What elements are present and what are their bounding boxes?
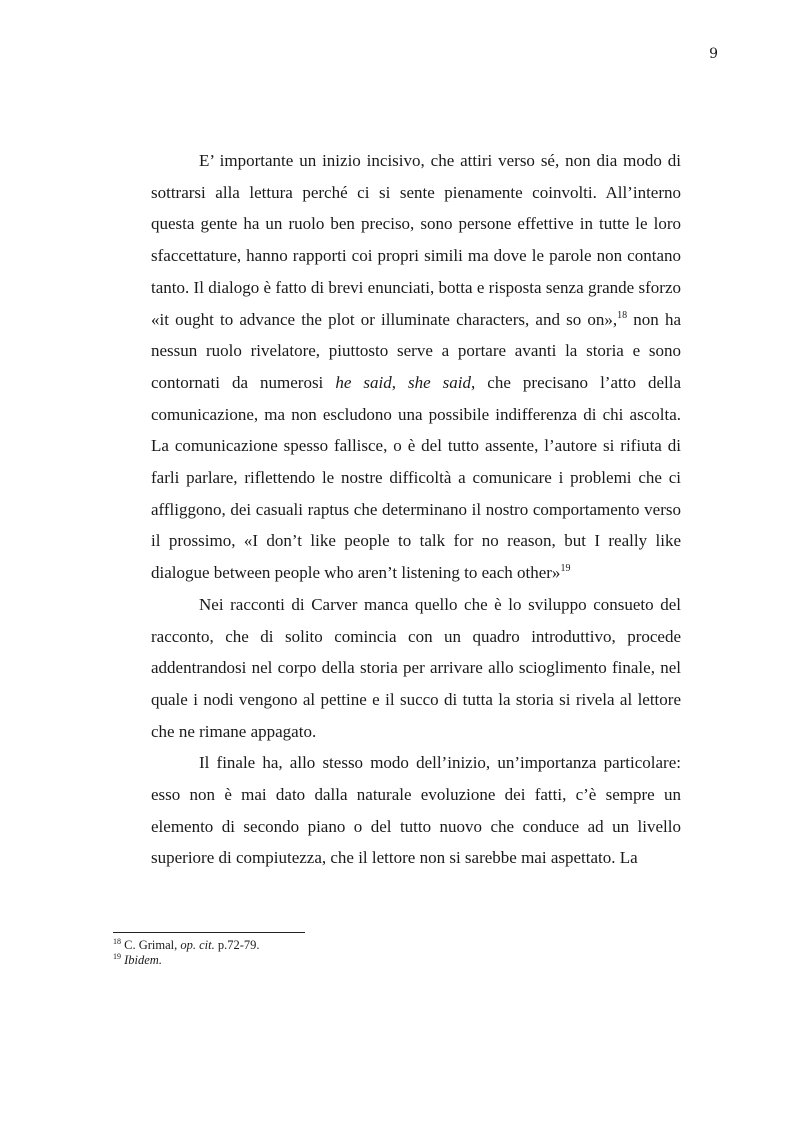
footnote-ref: 18 (617, 309, 628, 321)
footnotes (113, 938, 260, 968)
page-number: 9 (709, 46, 718, 62)
footnote-text: C. Grimal, (121, 938, 181, 952)
footnote-number: 19 (113, 952, 121, 961)
italic-text: he said (335, 372, 392, 392)
italic-text: she said (408, 372, 472, 392)
text-segment: Nei racconti di Carver manca quello che è lo sviluppo consueto del racconto, che di solito comincia con un quadro introduttivo, procede addentrandosi nel corpo della storia per arrivare allo scioglimento finale, nel quale i nodi vengono al pettine e il succo di tutta la storia si rivela al lettore che ne rimane appagato. (151, 594, 681, 741)
text-segment: , (391, 372, 408, 392)
footnote-divider (113, 932, 305, 933)
text-segment: non ha nessun ruolo rivelatore, piuttosto serve a portare avanti la storia e sono contornati da numerosi (151, 309, 681, 392)
footnote (113, 953, 260, 968)
body-text (151, 145, 681, 874)
text-segment: , che precisano l’atto della comunicazione, ma non escludono una possibile indifferenza di chi ascolta. La comunicazione spesso fallisce, o è del tutto assente, l’autore si rifiuta di farli parlare, riflettendo le nostre difficoltà a comunicare i problemi che ci affliggono, dei casuali raptus che determinano il nostro comportamento verso il prossimo, «I don’t like people to talk for no reason, but I really like dialogue between people who aren’t listening to each other» (151, 372, 682, 583)
paragraph (151, 589, 681, 748)
footnote-italic: Ibidem. (124, 953, 162, 967)
footnote (113, 938, 260, 953)
footnote-ref: 19 (560, 563, 571, 575)
footnote-number: 18 (113, 937, 121, 946)
footnote-italic: op. cit. (180, 938, 215, 952)
paragraph (151, 145, 681, 589)
paragraph (151, 747, 681, 874)
footnote-text: p.72-79. (214, 938, 260, 952)
text-segment: Il finale ha, allo stesso modo dell’inizio, un’importanza particolare: esso non è mai dato dalla naturale evoluzione dei fatti, c’è sempre un elemento di secondo piano o del tutto nuovo che conduce ad un livello superiore di compiutezza, che il lettore non si sarebbe mai aspettato. La (151, 753, 681, 868)
text-segment: E’ importante un inizio incisivo, che attiri verso sé, non dia modo di sottrarsi alla lettura perché ci si sente pienamente coinvolti. All’interno questa gente ha un ruolo ben preciso, sono persone effettive in tutte le loro sfaccettature, hanno rapporti coi propri simili ma dove le parole non contano tanto. Il dialogo è fatto di brevi enunciati, botta e risposta senza grande sforzo «it ought to advance the plot or illuminate characters, and so on», (151, 151, 681, 329)
